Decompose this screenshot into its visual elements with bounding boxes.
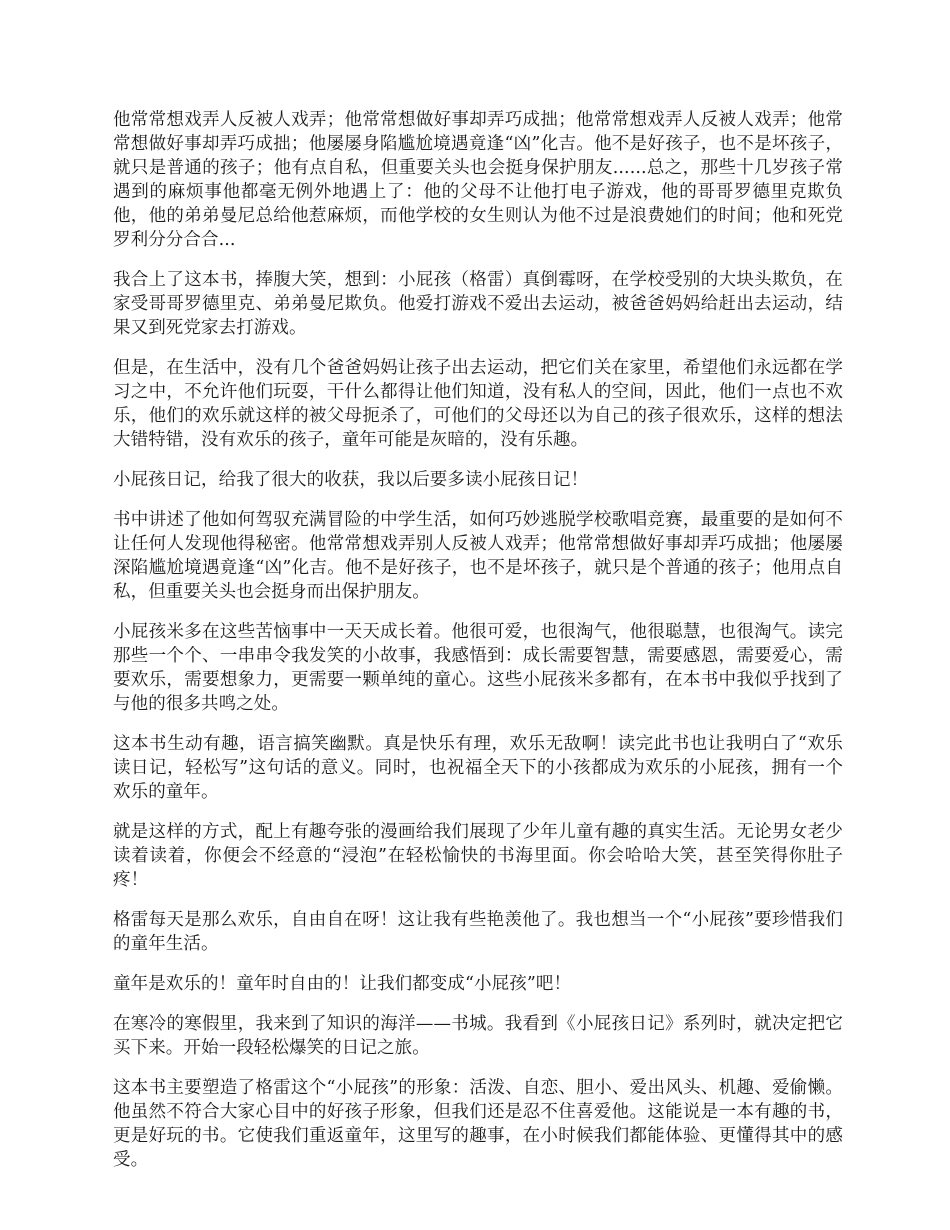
paragraph-6: 小屁孩米多在这些苦恼事中一天天成长着。他很可爱，也很淘气，他很聪慧，也很淘气。读完那些一个个、一串串令我发笑的小故事，我感悟到：成长需要智慧，需要感恩，需要爱心，需要欢乐，需要想象力，更需要一颗单纯的童心。这些小屁孩米多都有，在本书中我似乎找到了与他的很多共鸣之处。: [113, 622, 843, 714]
paragraph-1: 他常常想戏弄人反被人戏弄；他常常想做好事却弄巧成拙；他常常想戏弄人反被人戏弄；他常常想做好事却弄巧成拙；他屡屡身陷尴尬境遇竟逢“凶”化吉。他不是好孩子，也不是坏孩子，就只是普通的孩子；他有点自私，但重要关头也会挺身保护朋友......总之，那些十几岁孩子常遇到的麻烦事他都毫无例外地遇上了：他的父母不让他打电子游戏，他的哥哥罗德里克欺负他，他的弟弟曼尼总给他惹麻烦，而他学校的女生则认为他不过是浪费她们的时间；他和死党罗利分分合合...: [113, 110, 843, 250]
paragraph-10: 童年是欢乐的！童年时自由的！让我们都变成“小屁孩”吧！: [113, 974, 572, 994]
paragraph-9: 格雷每天是那么欢乐，自由自在呀！这让我有些艳羡他了。我也想当一个“小屁孩”要珍惜我们的童年生活。: [113, 910, 843, 954]
paragraph-12: 这本书主要塑造了格雷这个“小屁孩”的形象：活泼、自恋、胆小、爱出风头、机趣、爱偷懒。他虽然不符合大家心目中的好孩子形象，但我们还是忍不住喜爱他。这能说是一本有趣的书，更是好玩的书。它使我们重返童年，这里写的趣事，在小时候我们都能体验、更懂得其中的感受。: [113, 1078, 843, 1170]
document-body: [113, 108, 843, 1188]
paragraph-11: 在寒冷的寒假里，我来到了知识的海洋——书城。我看到《小屁孩日记》系列时，就决定把它买下来。开始一段轻松爆笑的日记之旅。: [113, 1014, 843, 1058]
paragraph-3: 但是，在生活中，没有几个爸爸妈妈让孩子出去运动，把它们关在家里，希望他们永远都在学习之中，不允许他们玩耍，干什么都得让他们知道，没有私人的空间，因此，他们一点也不欢乐，他们的欢乐就这样的被父母扼杀了，可他们的父母还以为自己的孩子很欢乐，这样的想法大错特错，没有欢乐的孩子，童年可能是灰暗的，没有乐趣。: [113, 358, 843, 450]
paragraph-4: 小屁孩日记，给我了很大的收获，我以后要多读小屁孩日记！: [113, 470, 589, 490]
paragraph-2: 我合上了这本书，捧腹大笑，想到：小屁孩（格雷）真倒霉呀，在学校受别的大块头欺负，在家受哥哥罗德里克、弟弟曼尼欺负。他爱打游戏不爱出去运动，被爸爸妈妈给赶出去运动，结果又到死党家去打游戏。: [113, 270, 843, 338]
paragraph-7: 这本书生动有趣，语言搞笑幽默。真是快乐有理，欢乐无敌啊！读完此书也让我明白了“欢乐读日记，轻松写”这句话的意义。同时，也祝福全天下的小孩都成为欢乐的小屁孩，拥有一个欢乐的童年。: [113, 734, 843, 802]
paragraph-8: 就是这样的方式，配上有趣夸张的漫画给我们展现了少年儿童有趣的真实生活。无论男女老少读着读着，你便会不经意的“浸泡”在轻松愉快的书海里面。你会哈哈大笑，甚至笑得你肚子疼！: [113, 822, 843, 890]
paragraph-5: 书中讲述了他如何驾驭充满冒险的中学生活，如何巧妙逃脱学校歌唱竞赛，最重要的是如何不让任何人发现他得秘密。他常常想戏弄别人反被人戏弄；他常常想做好事却弄巧成拙；他屡屡深陷尴尬境遇竟逢“凶”化吉。他不是好孩子，也不是坏孩子，就只是个普通的孩子；他用点自私，但重要关头也会挺身而出保护朋友。: [113, 510, 843, 602]
